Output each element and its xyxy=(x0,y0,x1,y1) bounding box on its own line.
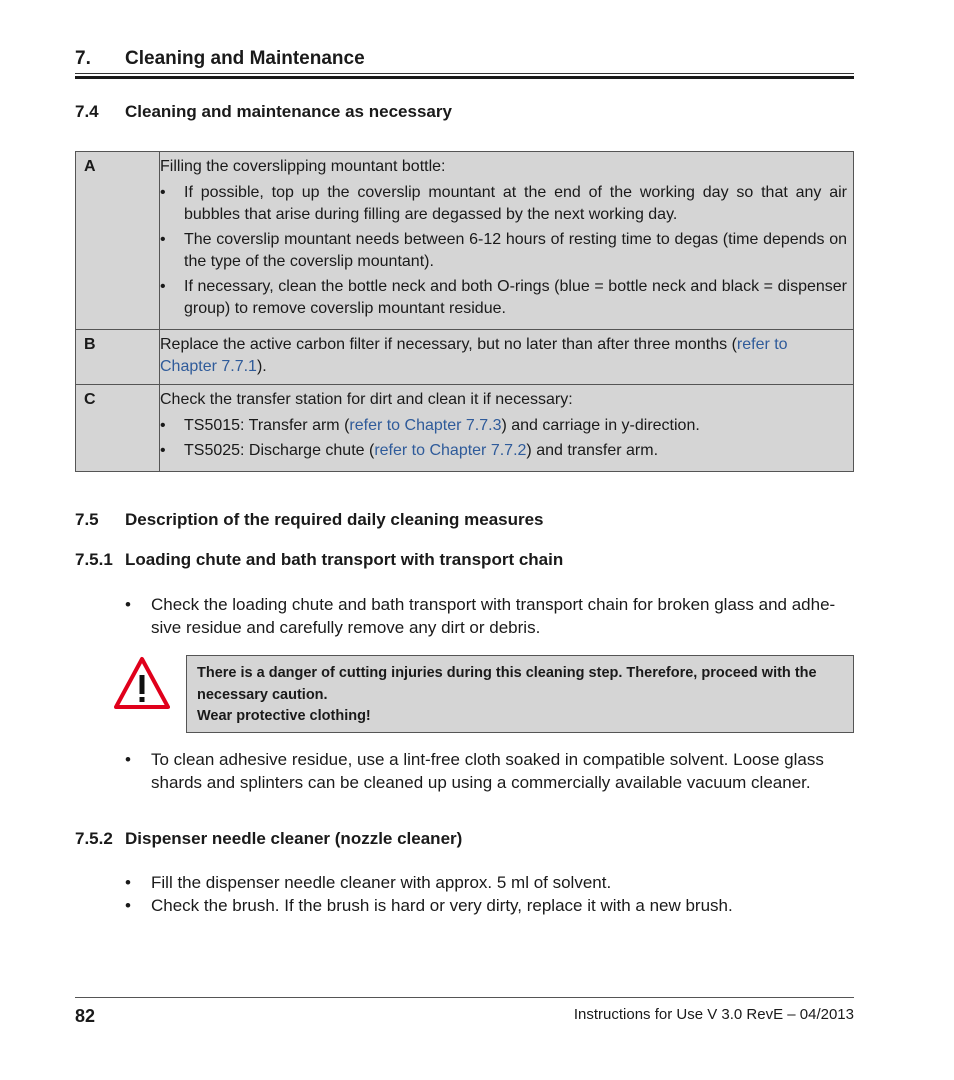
bullet-glyph: • xyxy=(125,873,131,892)
section-title: Loading chute and bath transport with transport chain xyxy=(125,550,564,569)
chapter-heading xyxy=(75,47,854,71)
chapter-link-7-7-2[interactable]: refer to Chapter 7.7.2 xyxy=(374,442,527,459)
section-number: 7.4 xyxy=(75,102,99,121)
list-item: • The coverslip mountant needs between 6-12 hours of resting time to degas (time depends on the type of the coverslip mountant). xyxy=(160,229,847,273)
row-body xyxy=(160,152,854,330)
row-letter: A xyxy=(76,152,160,330)
footer-rule xyxy=(75,997,854,998)
section-heading-7-5 xyxy=(75,509,544,531)
section-heading-7-5-2 xyxy=(75,828,462,850)
bullet-text: To clean adhesive residue, use a lint-free cloth soaked in compatible solvent. Loose glass shards and splinters can be cleaned up using a commercially available vacuum cleaner. xyxy=(151,750,824,792)
list-item xyxy=(125,871,854,894)
row-bullet-list xyxy=(160,182,847,320)
section-number: 7.5.2 xyxy=(75,829,113,848)
item-text-after: ) and transfer arm. xyxy=(526,442,659,459)
row-bullet-list xyxy=(160,415,847,462)
list-item xyxy=(125,894,854,917)
maintenance-table xyxy=(75,151,854,472)
warning-text: There is a danger of cutting injuries during this cleaning step. Therefore, proceed with the necessary caution. xyxy=(197,665,817,703)
list-item xyxy=(125,593,854,639)
list-item xyxy=(160,440,847,462)
table-row-b xyxy=(76,330,854,385)
row-letter: C xyxy=(76,385,160,472)
item-text-before: TS5015: Transfer arm ( xyxy=(184,417,350,434)
table-row-a xyxy=(76,152,854,330)
chapter-link-7-7-1[interactable]: refer to Chapter 7.7.1 xyxy=(160,336,788,375)
bullet-glyph: • xyxy=(125,896,131,915)
bullet-text: Fill the dispenser needle cleaner with approx. 5 ml of solvent. xyxy=(151,873,612,892)
section-number: 7.5 xyxy=(75,510,99,529)
row-text-after: ). xyxy=(256,358,267,375)
section-title: Dispenser needle cleaner (nozzle cleaner) xyxy=(125,829,463,848)
list-item xyxy=(160,415,847,437)
header-rule-thick xyxy=(75,76,854,79)
row-text xyxy=(160,334,847,378)
row-letter: B xyxy=(76,330,160,385)
item-text-before: TS5025: Discharge chute ( xyxy=(184,442,375,459)
list-item: • If necessary, clean the bottle neck and both O-rings (blue = bottle neck and black = dispenser group) to remove coverslip mountant residue. xyxy=(160,276,847,320)
list-item: • If possible, top up the coverslip mountant at the end of the working day so that any air bubbles that arise during filling are degassed by the next working day. xyxy=(160,182,847,226)
row-body xyxy=(160,385,854,472)
row-text-before: Replace the active carbon filter if necessary, but no later than after three months ( xyxy=(160,336,737,353)
document-info: Instructions for Use V 3.0 RevE – 04/2013 xyxy=(573,1006,854,1023)
item-text-after: ) and carriage in y-direction. xyxy=(501,417,700,434)
warning-instruction: Wear protective clothing! xyxy=(197,708,371,724)
chapter-title: Cleaning and Maintenance xyxy=(125,48,365,69)
row-body xyxy=(160,330,854,385)
bullet-glyph: • xyxy=(125,750,131,769)
bullet-text: Check the brush. If the brush is hard or very dirty, replace it with a new brush. xyxy=(151,896,733,915)
bullet-text: Check the loading chute and bath transport with transport chain for broken glass and adhe-sive residue and carefully remove any dirt or debris. xyxy=(151,595,836,637)
warning-triangle-icon xyxy=(114,656,170,710)
section-heading-7-5-1 xyxy=(75,549,563,571)
chapter-number: 7. xyxy=(75,48,91,69)
row-intro: Check the transfer station for dirt and clean it if necessary: xyxy=(160,391,573,408)
list-item xyxy=(125,748,854,794)
section-title: Cleaning and maintenance as necessary xyxy=(125,102,452,121)
chapter-link-7-7-3[interactable]: refer to Chapter 7.7.3 xyxy=(349,417,502,434)
row-intro: Filling the coverslipping mountant bottle: xyxy=(160,158,446,175)
page-number: 82 xyxy=(75,1006,96,1026)
table-row-c xyxy=(76,385,854,472)
bullet-glyph: • xyxy=(125,595,131,614)
section-title: Description of the required daily cleaning measures xyxy=(125,510,544,529)
section-number: 7.5.1 xyxy=(75,550,113,569)
header-rule-thin xyxy=(75,73,854,74)
section-heading-7-4 xyxy=(75,101,452,123)
warning-box xyxy=(186,655,854,733)
